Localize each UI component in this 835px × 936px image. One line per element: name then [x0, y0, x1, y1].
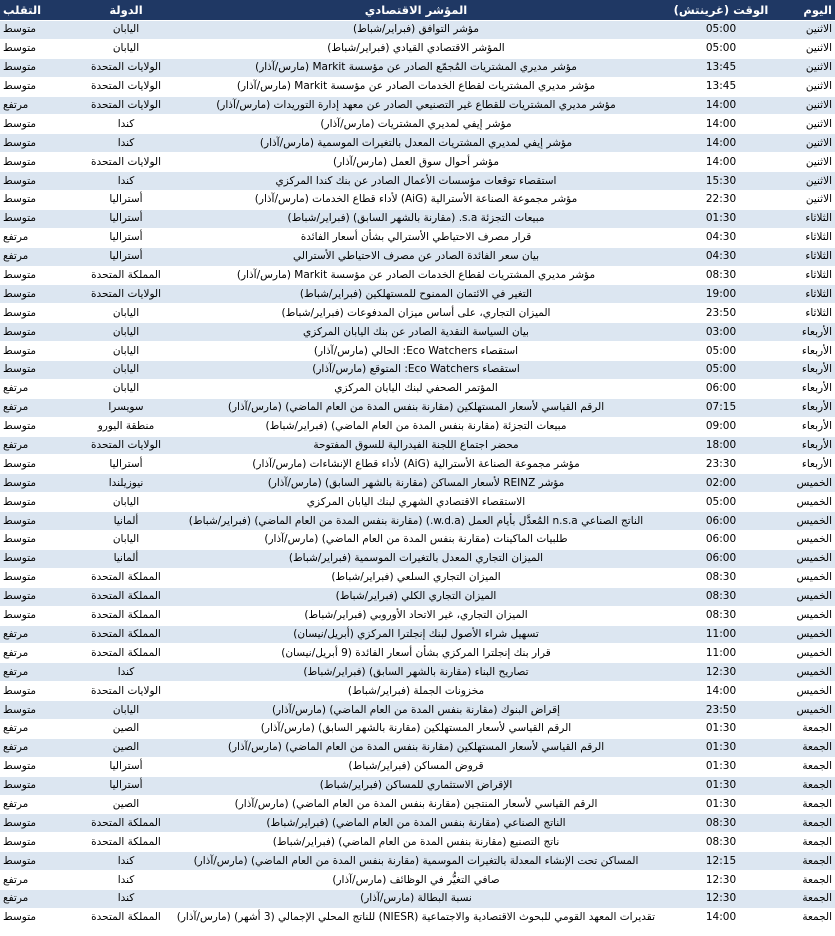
table-row: [0, 379, 835, 398]
cell-volatility: متوسط: [0, 474, 78, 493]
cell-country: الولايات المتحدة: [78, 285, 174, 304]
cell-country: كندا: [78, 663, 174, 682]
cell-time: 08:30: [658, 266, 784, 285]
table-row: [0, 776, 835, 795]
table-row: [0, 814, 835, 833]
cell-indicator: بيان سعر الفائدة الصادر عن مصرف الاحتياطي الأسترالي: [174, 247, 658, 266]
cell-country: اليابان: [78, 701, 174, 720]
cell-indicator: صافي التغيُّر في الوظائف (مارس/آذار): [174, 871, 658, 890]
table-row: [0, 852, 835, 871]
cell-day: الخميس: [784, 587, 835, 606]
cell-indicator: مؤشر إيفي لمديري المشتريات المعدل بالتغيرات الموسمية (مارس/آذار): [174, 134, 658, 153]
cell-indicator: مؤشر مجموعة الصناعة الأسترالية (AiG) لأداء قطاع الخدمات (مارس/آذار): [174, 191, 658, 210]
cell-indicator: التغير في الائتمان الممنوح للمستهلكين (فبراير/شباط): [174, 285, 658, 304]
cell-day: الجمعة: [784, 889, 835, 908]
cell-volatility: متوسط: [0, 814, 78, 833]
cell-indicator: تصاريح البناء (مقارنة بالشهر السابق) (فبراير/شباط): [174, 663, 658, 682]
cell-time: 08:30: [658, 606, 784, 625]
cell-day: الخميس: [784, 644, 835, 663]
cell-time: 05:00: [658, 342, 784, 361]
header-country: الدولة: [78, 0, 174, 21]
cell-time: 18:00: [658, 436, 784, 455]
cell-time: 12:15: [658, 852, 784, 871]
cell-indicator: استقصاء توقعات مؤسسات الأعمال الصادر عن بنك كندا المركزي: [174, 172, 658, 191]
table-body: [0, 21, 835, 928]
cell-day: الاثنين: [784, 172, 835, 191]
cell-country: منطقة اليورو: [78, 417, 174, 436]
table-header: [0, 0, 835, 21]
cell-time: 11:00: [658, 625, 784, 644]
cell-indicator: مؤشر أحوال سوق العمل (مارس/آذار): [174, 153, 658, 172]
cell-time: 02:00: [658, 474, 784, 493]
cell-day: الخميس: [784, 512, 835, 531]
cell-time: 23:30: [658, 455, 784, 474]
table-row: [0, 77, 835, 96]
cell-time: 08:30: [658, 587, 784, 606]
cell-volatility: مرتفع: [0, 398, 78, 417]
cell-volatility: متوسط: [0, 304, 78, 323]
cell-indicator: الميزان التجاري السلعي (فبراير/شباط): [174, 568, 658, 587]
cell-indicator: قرار مصرف الاحتياطي الأسترالي بشأن أسعار الفائدة: [174, 228, 658, 247]
cell-indicator: مؤشر مديري المشتريات لقطاع الخدمات الصادر عن مؤسسة Markit (مارس/آذار): [174, 266, 658, 285]
cell-indicator: المساكن تحت الإنشاء المعدلة بالتغيرات الموسمية (مقارنة بنفس المدة من العام الماضي) (مارس/آذار): [174, 852, 658, 871]
cell-indicator: ناتج التصنيع (مقارنة بنفس المدة من العام الماضي) (فبراير/شباط): [174, 833, 658, 852]
table-row: [0, 39, 835, 58]
cell-volatility: متوسط: [0, 361, 78, 380]
cell-country: المملكة المتحدة: [78, 833, 174, 852]
cell-volatility: مرتفع: [0, 379, 78, 398]
cell-country: أستراليا: [78, 228, 174, 247]
cell-volatility: متوسط: [0, 852, 78, 871]
cell-time: 05:00: [658, 39, 784, 58]
cell-indicator: الميزان التجاري المعدل بالتغيرات الموسمية (فبراير/شباط): [174, 549, 658, 568]
cell-day: الأربعاء: [784, 379, 835, 398]
cell-indicator: المؤشر الاقتصادي القيادي (فبراير/شباط): [174, 39, 658, 58]
cell-indicator: مؤشر إيفي لمديري المشتريات (مارس/آذار): [174, 115, 658, 134]
cell-indicator: تسهيل شراء الأصول لبنك إنجلترا المركزي (أبريل/نيسان): [174, 625, 658, 644]
table-row: [0, 889, 835, 908]
cell-day: الخميس: [784, 568, 835, 587]
cell-day: الاثنين: [784, 96, 835, 115]
cell-time: 05:00: [658, 21, 784, 40]
cell-volatility: متوسط: [0, 323, 78, 342]
cell-volatility: مرتفع: [0, 228, 78, 247]
cell-volatility: متوسط: [0, 682, 78, 701]
cell-time: 14:00: [658, 682, 784, 701]
cell-country: المملكة المتحدة: [78, 587, 174, 606]
table-row: [0, 663, 835, 682]
cell-country: المملكة المتحدة: [78, 568, 174, 587]
cell-time: 06:00: [658, 512, 784, 531]
table-row: [0, 625, 835, 644]
cell-country: كندا: [78, 115, 174, 134]
cell-country: الولايات المتحدة: [78, 436, 174, 455]
cell-volatility: متوسط: [0, 342, 78, 361]
cell-day: الأربعاء: [784, 417, 835, 436]
cell-country: اليابان: [78, 21, 174, 40]
cell-time: 08:30: [658, 833, 784, 852]
table-row: [0, 304, 835, 323]
cell-time: 06:00: [658, 379, 784, 398]
cell-day: الجمعة: [784, 852, 835, 871]
cell-time: 06:00: [658, 549, 784, 568]
cell-indicator: مبيعات التجزئة (مقارنة بنفس المدة من العام الماضي) (فبراير/شباط): [174, 417, 658, 436]
cell-country: كندا: [78, 852, 174, 871]
cell-country: اليابان: [78, 361, 174, 380]
cell-day: الثلاثاء: [784, 209, 835, 228]
cell-volatility: متوسط: [0, 285, 78, 304]
table-row: [0, 398, 835, 417]
cell-volatility: متوسط: [0, 606, 78, 625]
table-row: [0, 172, 835, 191]
table-row: [0, 644, 835, 663]
cell-time: 01:30: [658, 719, 784, 738]
cell-time: 13:45: [658, 58, 784, 77]
cell-country: أستراليا: [78, 776, 174, 795]
table-row: [0, 719, 835, 738]
cell-indicator: الرقم القياسي لأسعار المستهلكين (مقارنة بنفس المدة من العام الماضي) (مارس/آذار): [174, 398, 658, 417]
cell-day: الجمعة: [784, 795, 835, 814]
table-row: [0, 209, 835, 228]
cell-country: ألمانيا: [78, 512, 174, 531]
cell-country: الولايات المتحدة: [78, 153, 174, 172]
header-volatility: التقلب: [0, 0, 78, 21]
table-row: [0, 833, 835, 852]
table-row: [0, 606, 835, 625]
table-row: [0, 96, 835, 115]
cell-country: اليابان: [78, 493, 174, 512]
cell-volatility: متوسط: [0, 417, 78, 436]
cell-time: 05:00: [658, 361, 784, 380]
cell-country: سويسرا: [78, 398, 174, 417]
cell-country: المملكة المتحدة: [78, 814, 174, 833]
cell-time: 14:00: [658, 153, 784, 172]
cell-day: الاثنين: [784, 39, 835, 58]
cell-day: الجمعة: [784, 814, 835, 833]
table-row: [0, 266, 835, 285]
table-row: [0, 474, 835, 493]
table-row: [0, 323, 835, 342]
cell-volatility: متوسط: [0, 153, 78, 172]
cell-indicator: محضر اجتماع اللجنة الفيدرالية للسوق المفتوحة: [174, 436, 658, 455]
cell-country: اليابان: [78, 39, 174, 58]
table-row: [0, 701, 835, 720]
cell-time: 06:00: [658, 531, 784, 550]
cell-volatility: مرتفع: [0, 247, 78, 266]
table-row: [0, 757, 835, 776]
header-day: اليوم: [784, 0, 835, 21]
cell-time: 08:30: [658, 568, 784, 587]
cell-volatility: متوسط: [0, 833, 78, 852]
cell-day: الجمعة: [784, 908, 835, 927]
cell-indicator: الميزان التجاري، على أساس ميزان المدفوعات (فبراير/شباط): [174, 304, 658, 323]
table-row: [0, 908, 835, 927]
cell-country: الولايات المتحدة: [78, 682, 174, 701]
cell-volatility: متوسط: [0, 209, 78, 228]
cell-day: الجمعة: [784, 757, 835, 776]
cell-day: الثلاثاء: [784, 228, 835, 247]
cell-volatility: مرتفع: [0, 795, 78, 814]
cell-volatility: متوسط: [0, 549, 78, 568]
header-row: [0, 0, 835, 21]
cell-indicator: الرقم القياسي لأسعار المستهلكين (مقارنة بالشهر السابق) (مارس/آذار): [174, 719, 658, 738]
table-row: [0, 228, 835, 247]
cell-time: 14:00: [658, 96, 784, 115]
cell-volatility: متوسط: [0, 266, 78, 285]
cell-day: الخميس: [784, 682, 835, 701]
table-row: [0, 58, 835, 77]
cell-time: 15:30: [658, 172, 784, 191]
cell-country: المملكة المتحدة: [78, 606, 174, 625]
cell-volatility: مرتفع: [0, 96, 78, 115]
cell-indicator: استقصاء Eco Watchers: الحالي (مارس/آذار): [174, 342, 658, 361]
table-row: [0, 455, 835, 474]
table-row: [0, 361, 835, 380]
cell-country: كندا: [78, 134, 174, 153]
cell-volatility: متوسط: [0, 757, 78, 776]
cell-time: 14:00: [658, 908, 784, 927]
cell-time: 09:00: [658, 417, 784, 436]
cell-country: الولايات المتحدة: [78, 77, 174, 96]
cell-day: الخميس: [784, 493, 835, 512]
table-row: [0, 568, 835, 587]
cell-day: الثلاثاء: [784, 285, 835, 304]
cell-time: 12:30: [658, 663, 784, 682]
cell-day: الأربعاء: [784, 398, 835, 417]
cell-indicator: مؤشر REINZ لأسعار المساكن (مقارنة بالشهر السابق) (مارس/آذار): [174, 474, 658, 493]
cell-time: 07:15: [658, 398, 784, 417]
cell-day: الجمعة: [784, 871, 835, 890]
cell-indicator: المؤتمر الصحفي لبنك اليابان المركزي: [174, 379, 658, 398]
table-row: [0, 342, 835, 361]
cell-volatility: متوسط: [0, 512, 78, 531]
cell-volatility: مرتفع: [0, 719, 78, 738]
table-row: [0, 795, 835, 814]
cell-indicator: مؤشر مديري المشتريات للقطاع غير التصنيعي الصادر عن معهد إدارة التوريدات (مارس/آذار): [174, 96, 658, 115]
cell-country: المملكة المتحدة: [78, 625, 174, 644]
cell-day: الاثنين: [784, 191, 835, 210]
cell-country: نيوزيلندا: [78, 474, 174, 493]
cell-time: 13:45: [658, 77, 784, 96]
cell-time: 22:30: [658, 191, 784, 210]
cell-day: الاثنين: [784, 115, 835, 134]
cell-volatility: متوسط: [0, 531, 78, 550]
cell-time: 04:30: [658, 247, 784, 266]
cell-day: الخميس: [784, 474, 835, 493]
cell-time: 01:30: [658, 776, 784, 795]
cell-indicator: الناتج الصناعي n.s.a المُعدَّل بأيام العمل (w.d.a.) (مقارنة بنفس المدة من العام الماضي) (فبراير/شباط): [174, 512, 658, 531]
cell-volatility: متوسط: [0, 134, 78, 153]
cell-volatility: متوسط: [0, 77, 78, 96]
header-time: الوقت (غرينتش): [658, 0, 784, 21]
cell-indicator: تقديرات المعهد القومي للبحوث الاقتصادية والاجتماعية (NIESR) للناتج المحلي الإجمالي (3 أشهر) (مارس/آذار): [174, 908, 658, 927]
cell-indicator: استقصاء Eco Watchers: المتوقع (مارس/آذار): [174, 361, 658, 380]
cell-day: الجمعة: [784, 719, 835, 738]
cell-country: الصين: [78, 719, 174, 738]
table-row: [0, 549, 835, 568]
cell-country: المملكة المتحدة: [78, 908, 174, 927]
cell-day: الجمعة: [784, 833, 835, 852]
cell-time: 14:00: [658, 134, 784, 153]
cell-volatility: مرتفع: [0, 644, 78, 663]
cell-day: الخميس: [784, 606, 835, 625]
cell-country: أستراليا: [78, 455, 174, 474]
cell-volatility: متوسط: [0, 115, 78, 134]
cell-country: كندا: [78, 172, 174, 191]
cell-volatility: مرتفع: [0, 871, 78, 890]
cell-time: 12:30: [658, 871, 784, 890]
cell-indicator: الرقم القياسي لأسعار المنتجين (مقارنة بنفس المدة من العام الماضي) (مارس/آذار): [174, 795, 658, 814]
cell-volatility: متوسط: [0, 776, 78, 795]
cell-day: الخميس: [784, 549, 835, 568]
cell-indicator: مؤشر مديري المشتريات المُجمّع الصادر عن مؤسسة Markit (مارس/آذار): [174, 58, 658, 77]
cell-volatility: مرتفع: [0, 663, 78, 682]
table-row: [0, 738, 835, 757]
cell-country: الصين: [78, 738, 174, 757]
cell-time: 03:00: [658, 323, 784, 342]
cell-day: الأربعاء: [784, 361, 835, 380]
cell-indicator: قروض المساكن (فبراير/شباط): [174, 757, 658, 776]
cell-day: الثلاثاء: [784, 304, 835, 323]
cell-country: اليابان: [78, 531, 174, 550]
cell-volatility: مرتفع: [0, 625, 78, 644]
table-row: [0, 21, 835, 40]
cell-day: الخميس: [784, 531, 835, 550]
cell-volatility: متوسط: [0, 191, 78, 210]
table-row: [0, 247, 835, 266]
cell-day: الخميس: [784, 701, 835, 720]
table-row: [0, 115, 835, 134]
cell-indicator: مخزونات الجملة (فبراير/شباط): [174, 682, 658, 701]
cell-day: الثلاثاء: [784, 247, 835, 266]
cell-time: 08:30: [658, 814, 784, 833]
cell-day: الاثنين: [784, 21, 835, 40]
cell-time: 01:30: [658, 738, 784, 757]
cell-country: المملكة المتحدة: [78, 266, 174, 285]
cell-country: كندا: [78, 889, 174, 908]
cell-time: 04:30: [658, 228, 784, 247]
cell-day: الأربعاء: [784, 436, 835, 455]
cell-day: الأربعاء: [784, 455, 835, 474]
cell-time: 11:00: [658, 644, 784, 663]
cell-day: الجمعة: [784, 776, 835, 795]
table-row: [0, 512, 835, 531]
table-row: [0, 134, 835, 153]
table-row: [0, 285, 835, 304]
table-row: [0, 191, 835, 210]
cell-country: كندا: [78, 871, 174, 890]
cell-day: الخميس: [784, 625, 835, 644]
cell-volatility: متوسط: [0, 493, 78, 512]
table-row: [0, 682, 835, 701]
cell-country: الولايات المتحدة: [78, 96, 174, 115]
table-row: [0, 531, 835, 550]
cell-day: الاثنين: [784, 58, 835, 77]
cell-time: 23:50: [658, 701, 784, 720]
cell-country: الصين: [78, 795, 174, 814]
table-row: [0, 417, 835, 436]
cell-country: الولايات المتحدة: [78, 58, 174, 77]
cell-indicator: طلبيات الماكينات (مقارنة بنفس المدة من العام الماضي) (مارس/آذار): [174, 531, 658, 550]
cell-volatility: متوسط: [0, 58, 78, 77]
cell-volatility: متوسط: [0, 587, 78, 606]
cell-country: اليابان: [78, 304, 174, 323]
cell-volatility: متوسط: [0, 455, 78, 474]
cell-time: 19:00: [658, 285, 784, 304]
cell-country: أستراليا: [78, 191, 174, 210]
cell-indicator: الميزان التجاري، غير الاتحاد الأوروبي (فبراير/شباط): [174, 606, 658, 625]
cell-volatility: متوسط: [0, 21, 78, 40]
cell-country: أستراليا: [78, 247, 174, 266]
cell-country: اليابان: [78, 379, 174, 398]
cell-indicator: الاستقصاء الاقتصادي الشهري لبنك اليابان المركزي: [174, 493, 658, 512]
cell-day: الاثنين: [784, 134, 835, 153]
cell-time: 05:00: [658, 493, 784, 512]
cell-day: الاثنين: [784, 77, 835, 96]
cell-country: المملكة المتحدة: [78, 644, 174, 663]
table-row: [0, 436, 835, 455]
cell-country: أستراليا: [78, 757, 174, 776]
cell-indicator: الميزان التجاري الكلي (فبراير/شباط): [174, 587, 658, 606]
cell-country: اليابان: [78, 342, 174, 361]
cell-volatility: متوسط: [0, 39, 78, 58]
table-row: [0, 153, 835, 172]
cell-indicator: مبيعات التجزئة s.a. (مقارنة بالشهر السابق) (فبراير/شباط): [174, 209, 658, 228]
cell-day: الأربعاء: [784, 323, 835, 342]
cell-indicator: مؤشر التوافق (فبراير/شباط): [174, 21, 658, 40]
table-row: [0, 493, 835, 512]
cell-indicator: مؤشر مجموعة الصناعة الأسترالية (AiG) لأداء قطاع الإنشاءات (مارس/آذار): [174, 455, 658, 474]
cell-indicator: قرار بنك إنجلترا المركزي بشأن أسعار الفائدة (9 أبريل/نيسان): [174, 644, 658, 663]
cell-volatility: متوسط: [0, 172, 78, 191]
cell-volatility: مرتفع: [0, 889, 78, 908]
cell-volatility: متوسط: [0, 701, 78, 720]
cell-day: الثلاثاء: [784, 266, 835, 285]
cell-time: 01:30: [658, 209, 784, 228]
cell-time: 23:50: [658, 304, 784, 323]
cell-volatility: متوسط: [0, 908, 78, 927]
cell-volatility: مرتفع: [0, 738, 78, 757]
cell-indicator: الناتج الصناعي (مقارنة بنفس المدة من العام الماضي) (فبراير/شباط): [174, 814, 658, 833]
table-row: [0, 871, 835, 890]
cell-country: أستراليا: [78, 209, 174, 228]
cell-time: 12:30: [658, 889, 784, 908]
table-row: [0, 587, 835, 606]
cell-time: 01:30: [658, 795, 784, 814]
cell-day: الخميس: [784, 663, 835, 682]
cell-time: 14:00: [658, 115, 784, 134]
cell-indicator: إقراض البنوك (مقارنة بنفس المدة من العام الماضي) (مارس/آذار): [174, 701, 658, 720]
cell-day: الاثنين: [784, 153, 835, 172]
cell-volatility: مرتفع: [0, 436, 78, 455]
cell-country: ألمانيا: [78, 549, 174, 568]
cell-indicator: الإقراض الاستثماري للمساكن (فبراير/شباط): [174, 776, 658, 795]
cell-indicator: بيان السياسة النقدية الصادر عن بنك اليابان المركزي: [174, 323, 658, 342]
cell-day: الأربعاء: [784, 342, 835, 361]
cell-time: 01:30: [658, 757, 784, 776]
header-indicator: المؤشر الاقتصادي: [174, 0, 658, 21]
cell-country: اليابان: [78, 323, 174, 342]
cell-indicator: مؤشر مديري المشتريات لقطاع الخدمات الصادر عن مؤسسة Markit (مارس/آذار): [174, 77, 658, 96]
cell-day: الجمعة: [784, 738, 835, 757]
cell-indicator: نسبة البطالة (مارس/آذار): [174, 889, 658, 908]
cell-volatility: متوسط: [0, 568, 78, 587]
cell-indicator: الرقم القياسي لأسعار المستهلكين (مقارنة بنفس المدة من العام الماضي) (مارس/آذار): [174, 738, 658, 757]
